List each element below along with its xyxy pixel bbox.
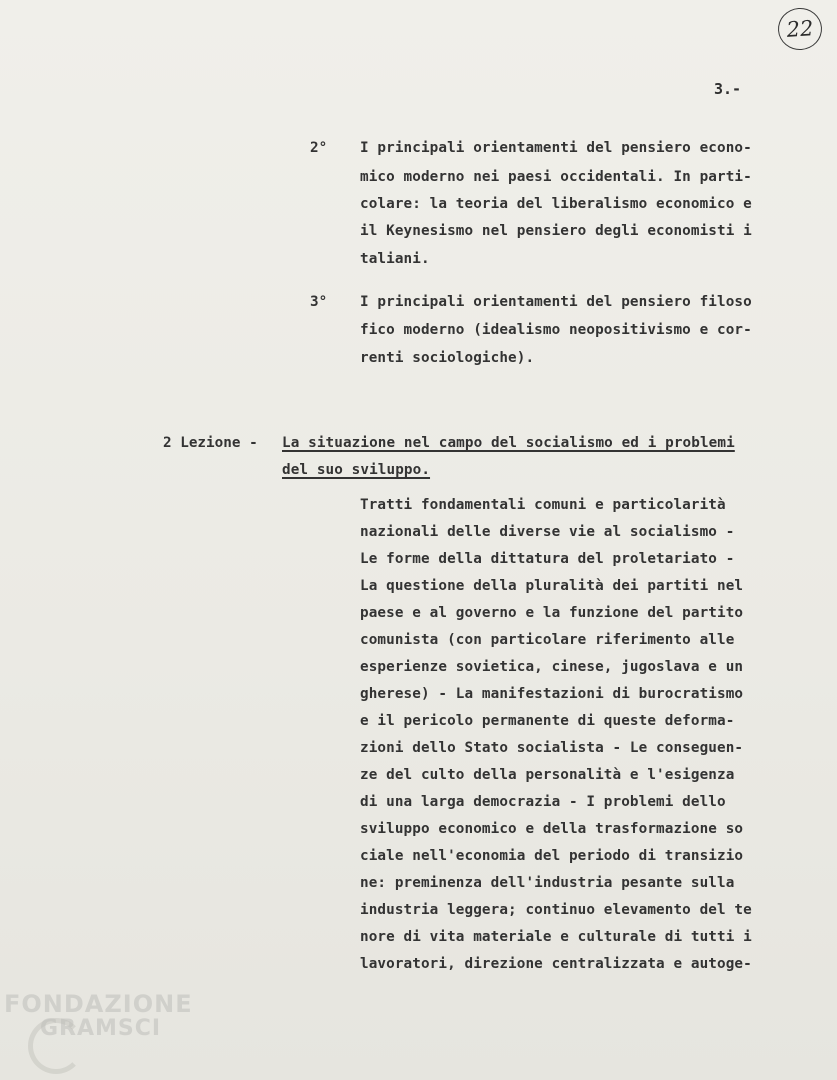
watermark — [4, 990, 193, 1041]
section-line: I principali orientamenti del pensiero econo- — [360, 140, 752, 156]
section-line: taliani. — [360, 251, 430, 267]
lesson-body-line: di una larga democrazia - I problemi dello — [360, 794, 726, 810]
lesson-body-line: ciale nell'economia del periodo di transizio — [360, 848, 744, 864]
lesson-body-line: nore di vita materiale e culturale di tutti i — [360, 929, 752, 945]
lesson-body-line: comunista (con particolare riferimento alle — [360, 632, 735, 648]
lesson-body-line: ne: preminenza dell'industria pesante sulla — [360, 875, 735, 891]
lesson-body-line: La questione della pluralità dei partiti nel — [360, 578, 744, 594]
lesson-body-line: industria leggera; continuo elevamento del te — [360, 902, 752, 918]
section-marker: 3° — [310, 294, 328, 310]
lesson-title-line: del suo sviluppo. — [282, 462, 431, 478]
section-line: renti sociologiche). — [360, 350, 535, 366]
section-line: il Keynesismo nel pensiero degli economisti i — [360, 223, 752, 239]
lesson-body-line: ze del culto della personalità e l'esigenza — [360, 767, 735, 783]
lesson-title-line: La situazione nel campo del socialismo ed i problemi — [282, 435, 735, 451]
lesson-body-line: sviluppo economico e della trasformazione so — [360, 821, 744, 837]
watermark-line: GRAMSCI — [40, 1016, 162, 1041]
lesson-body-line: e il pericolo permanente di queste deforma- — [360, 713, 735, 729]
archive-page-stamp: 22 — [777, 7, 824, 52]
section-line: fico moderno (idealismo neopositivismo e cor- — [360, 322, 752, 338]
watermark-line: FONDAZIONE — [4, 990, 193, 1018]
lesson-body-line: Tratti fondamentali comuni e particolarità — [360, 497, 726, 513]
lesson-body-line: Le forme della dittatura del proletariato - — [360, 551, 735, 567]
lesson-body-line: zioni dello Stato socialista - Le conseguen- — [360, 740, 744, 756]
lesson-label: 2 Lezione - — [163, 435, 258, 451]
lesson-body-line: esperienze sovietica, cinese, jugoslava e un — [360, 659, 744, 675]
page-number: 3.- — [714, 80, 742, 98]
section-line: mico moderno nei paesi occidentali. In parti- — [360, 169, 752, 185]
lesson-body-line: paese e al governo e la funzione del partito — [360, 605, 744, 621]
section-marker: 2° — [310, 140, 328, 156]
section-line: colare: la teoria del liberalismo economico e — [360, 196, 752, 212]
section-line: I principali orientamenti del pensiero filoso — [360, 294, 752, 310]
lesson-body-line: gherese) - La manifestazioni di burocratismo — [360, 686, 744, 702]
lesson-body-line: lavoratori, direzione centralizzata e autoge- — [360, 956, 752, 972]
lesson-body-line: nazionali delle diverse vie al socialismo - — [360, 524, 735, 540]
